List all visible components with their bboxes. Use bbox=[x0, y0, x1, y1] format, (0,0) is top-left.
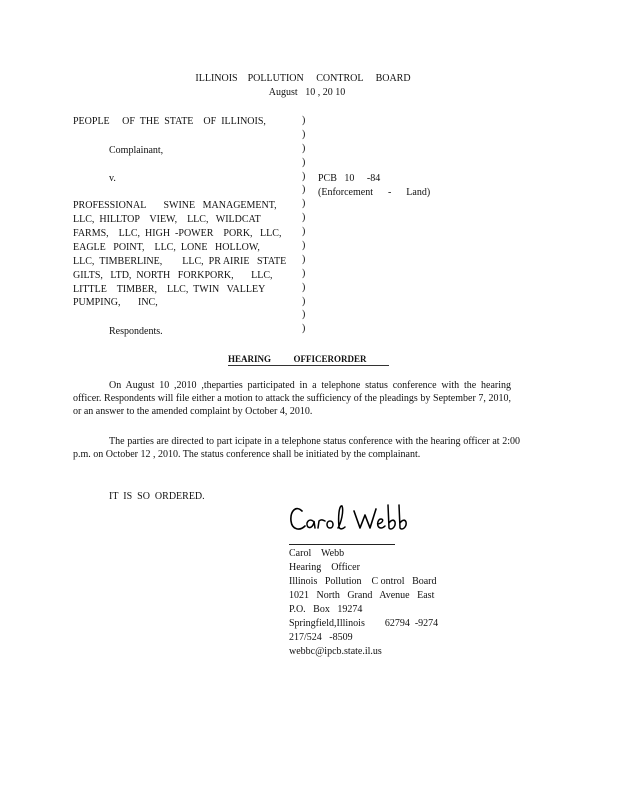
paren-mark: ) bbox=[302, 281, 306, 293]
paren-mark: ) bbox=[302, 323, 306, 335]
board-title: ILLINOIS POLLUTION CONTROL BOARD bbox=[195, 73, 411, 84]
signer-title: Hearing Officer bbox=[289, 562, 360, 573]
caption-bracket-column bbox=[302, 114, 305, 336]
respondent-line: EAGLE POINT, LLC, LONE HOLLOW, bbox=[73, 242, 260, 253]
plaintiff-party: PEOPLE OF THE STATE OF ILLINOIS, bbox=[73, 116, 266, 127]
respondent-line: PUMPING, INC, bbox=[73, 297, 158, 308]
signer-street: 1021 North Grand Avenue East bbox=[289, 590, 435, 601]
order-date: August 10 , 20 10 bbox=[268, 87, 346, 98]
respondent-line: FARMS, LLC, HIGH -POWER PORK, LLC, bbox=[73, 228, 282, 239]
respondents-label: Respondents. bbox=[109, 326, 163, 337]
paren-mark: ) bbox=[302, 115, 306, 126]
signer-city-zip: Springfield,Illinois 62794 -9274 bbox=[289, 618, 439, 629]
respondent-line: LLC, HILLTOP VIEW, LLC, WILDCAT bbox=[73, 214, 261, 225]
paren-mark: ) bbox=[302, 309, 306, 321]
paren-mark: ) bbox=[302, 198, 306, 210]
signer-email: webbc@ipcb.state.il.us bbox=[289, 646, 382, 657]
order-paragraph-1: On August 10 ,2010 ,theparties participated in a telephone status conference with the hearing officer. Respondents will file either a motion to attack the sufficiency of the pleadings by September 7, 2010, or an answer to the amended complaint by October 4, 2010. bbox=[73, 380, 511, 417]
case-number: PCB 10 -84 bbox=[318, 173, 381, 184]
signature-line bbox=[289, 544, 395, 545]
signer-po-box: P.O. Box 19274 bbox=[289, 604, 363, 615]
respondent-line: LITTLE TIMBER, LLC, TWIN VALLEY bbox=[73, 284, 266, 295]
paren-mark: ) bbox=[302, 184, 306, 196]
so-ordered: IT IS SO ORDERED. bbox=[109, 491, 205, 502]
versus-label: v. bbox=[109, 173, 116, 184]
paren-mark: ) bbox=[302, 267, 306, 279]
order-paragraph-2: The parties are directed to part icipate in a telephone status conference with the hearing officer at 2:00 p.m. on October 12 , 2010. The status conference shall be initiated by the complainant. bbox=[73, 436, 520, 460]
signer-name: Carol Webb bbox=[289, 548, 345, 559]
complainant-label: Complainant, bbox=[109, 145, 164, 156]
paren-mark: ) bbox=[302, 240, 306, 252]
paren-mark: ) bbox=[302, 295, 306, 307]
paren-mark: ) bbox=[302, 156, 306, 168]
case-type: (Enforcement - Land) bbox=[318, 187, 431, 198]
paren-mark: ) bbox=[302, 226, 306, 238]
paren-mark: ) bbox=[302, 212, 306, 224]
respondent-line: LLC, TIMBERLINE, LLC, PR AIRIE STATE bbox=[73, 256, 287, 267]
respondent-line: GILTS, LTD, NORTH FORKPORK, LLC, bbox=[73, 270, 273, 281]
heading-underline bbox=[228, 365, 389, 366]
paren-mark: ) bbox=[302, 128, 306, 140]
signature-image bbox=[288, 497, 418, 539]
paren-mark: ) bbox=[302, 253, 306, 265]
paren-mark: ) bbox=[302, 142, 306, 154]
signer-agency: Illinois Pollution C ontrol Board bbox=[289, 576, 437, 587]
signer-phone: 217/524 -8509 bbox=[289, 632, 353, 643]
paren-mark: ) bbox=[302, 170, 306, 182]
order-heading: HEARING OFFICERORDER bbox=[228, 354, 367, 364]
respondent-line: PROFESSIONAL SWINE MANAGEMENT, bbox=[73, 200, 277, 211]
